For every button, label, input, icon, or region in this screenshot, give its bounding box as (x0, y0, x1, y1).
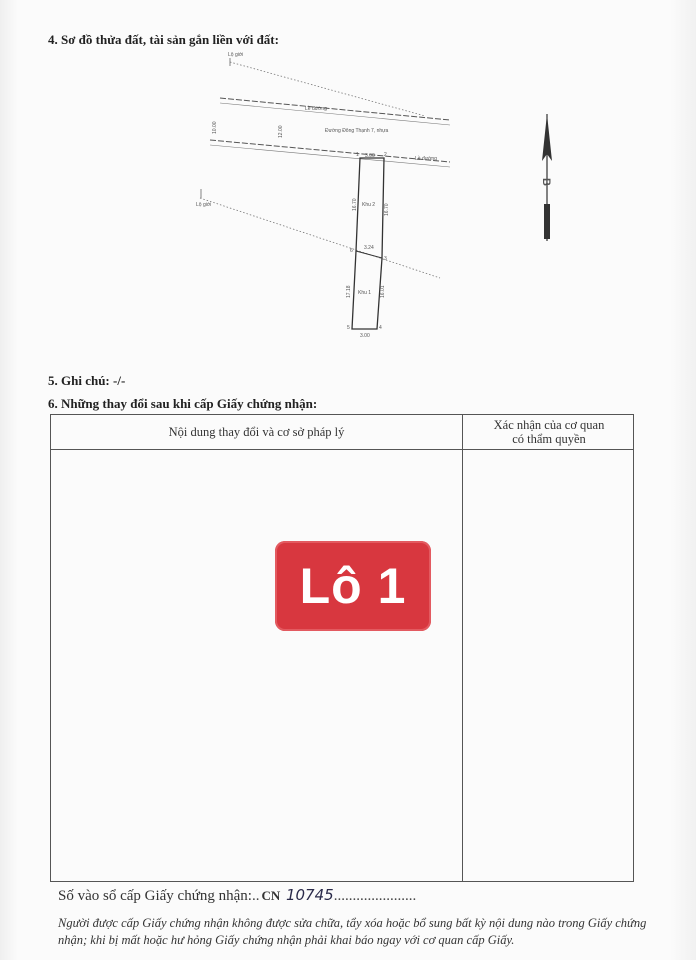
section-5-heading: 5. Ghi chú: -/- (48, 373, 126, 388)
boundary-line-left (200, 198, 440, 278)
ref-label-left: Lộ giới (196, 202, 212, 208)
dim-lower-right: 16.01 (380, 285, 386, 298)
dim-upper-left: 16.70 (352, 198, 358, 211)
road-name-label: Đường Đông Thạnh 7, nhựa (325, 128, 389, 134)
corner-2: 2 (384, 152, 387, 158)
column-header-confirmation (463, 418, 635, 446)
section-4-heading: 4. Sơ đồ thửa đất, tài sản gắn liền với đất: (48, 32, 279, 47)
dim-lower-left: 17.18 (346, 285, 352, 298)
lot-badge (275, 541, 431, 631)
plot-label-khu-1: Khu 1 (358, 290, 372, 296)
road-edge-upper (220, 98, 450, 120)
north-arrow-icon (540, 114, 552, 241)
column-header-content: Nội dung thay đổi và cơ sở pháp lý (168, 425, 345, 439)
table-column-divider (462, 415, 463, 881)
plot-divider (356, 251, 382, 258)
plot-outline (352, 158, 384, 329)
confirm-header-line-2: có thẩm quyền (512, 432, 586, 446)
dim-mid: 3.24 (364, 245, 374, 251)
corner-4: 4 (379, 325, 382, 331)
svg-text:B: B (540, 178, 552, 186)
road-edge-right-label: Lề đường (415, 156, 437, 162)
section-6-heading: 6. Những thay đổi sau khi cấp Giấy chứng nhận: (48, 396, 318, 411)
footer-notice: Người được cấp Giấy chứng nhận không được sửa chữa, tẩy xóa hoặc bổ sung bất kỳ nội dung nào trong Giấy chứng nhận; khi bị mất hoặc hư hỏng Giấy chứng nhận phải khai báo ngay với cơ quan cấp Giấy. (58, 916, 647, 947)
corner-1: 1 (356, 152, 359, 158)
dim-bottom: 3.00 (360, 333, 370, 339)
ref-label-top: Lộ giới (228, 52, 244, 58)
plot-label-khu-2: Khu 2 (362, 202, 376, 208)
road-edge-top-label: Lề đường (305, 106, 327, 112)
registry-line: Số vào sổ cấp Giấy chứng nhận:.. CN 10745...................... (58, 886, 417, 904)
road-edge-lower-2 (210, 145, 450, 167)
registry-number: 10745 (285, 886, 334, 904)
corner-6: 6 (350, 248, 353, 254)
dim-top: 3.00 (365, 153, 375, 159)
road-dim-a: 10.00 (212, 121, 218, 134)
registry-label: Số vào sổ cấp Giấy chứng nhận: (58, 888, 252, 904)
road-dim-b: 12.00 (278, 125, 284, 138)
road-edge-upper-2 (220, 103, 450, 125)
confirm-header-line-1: Xác nhận của cơ quan (493, 418, 605, 432)
dim-upper-right: 16.70 (384, 203, 390, 216)
changes-table (50, 414, 634, 882)
corner-3: 3 (384, 256, 387, 262)
land-plot-diagram (170, 46, 570, 346)
registry-prefix: CN (261, 888, 281, 903)
corner-5: 5 (347, 325, 350, 331)
road-edge-lower (210, 140, 450, 162)
lot-badge-text: Lô 1 (299, 558, 407, 614)
